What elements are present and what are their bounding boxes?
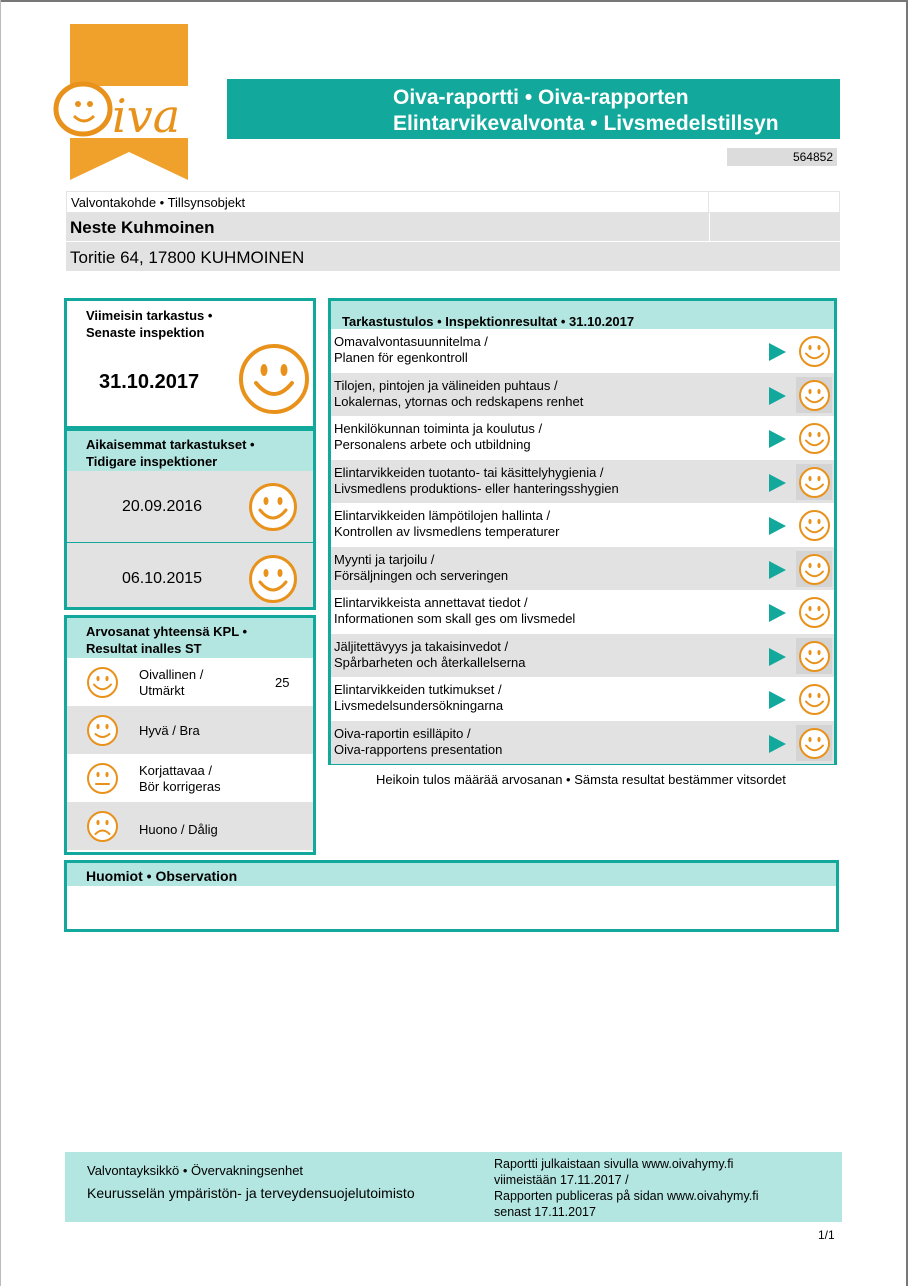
result-label: Elintarvikkeiden lämpötilojen hallinta /: [334, 508, 551, 523]
result-row: [331, 721, 834, 765]
publish-line: Raportti julkaistaan sivulla www.oivahymy.fi: [494, 1157, 734, 1171]
result-label: Henkilökunnan toiminta ja koulutus /: [334, 421, 543, 436]
grade-label: Korjattavaa /: [139, 763, 212, 778]
result-label-sv: Spårbarheten och återkallelserna: [334, 654, 526, 670]
play-arrow-icon: [769, 691, 786, 709]
previous-inspections-title: Aikaisemmat tarkastukset •: [86, 437, 255, 452]
grade-label: Hyvä / Bra: [139, 723, 200, 738]
result-row: [331, 503, 834, 547]
result-row: [331, 677, 834, 721]
previous-inspections-subtitle: Tidigare inspektioner: [86, 454, 218, 469]
play-arrow-icon: [769, 648, 786, 666]
footer: [65, 1152, 842, 1222]
grade-label-sv: Utmärkt: [139, 683, 185, 698]
result-label: Elintarvikkeiden tutkimukset /: [334, 682, 502, 697]
svg-text:iva: iva: [112, 89, 181, 143]
result-label-sv: Försäljningen och serveringen: [334, 567, 509, 583]
smiley-excellent-icon: [798, 422, 831, 455]
result-label: Elintarvikkeista annettavat tiedot /: [334, 595, 528, 610]
smiley-excellent-icon: [798, 466, 831, 499]
result-row: [331, 329, 834, 373]
result-row: [331, 373, 834, 417]
grading-note: Heikoin tulos määrää arvosanan • Sämsta resultat bestämmer vitsordet: [376, 772, 786, 787]
result-label-sv: Livsmedelsundersökningarna: [334, 698, 504, 713]
previous-inspection-row: [67, 542, 313, 613]
smiley-excellent-icon: [798, 509, 831, 542]
smiley-excellent-icon: [248, 554, 298, 604]
target-address: Toritie 64, 17800 KUHMOINEN: [70, 248, 305, 267]
smiley-excellent-icon: [798, 727, 831, 760]
observation-title: Huomiot • Observation: [86, 868, 238, 884]
report-id: 564852: [727, 148, 837, 166]
target-name: Neste Kuhmoinen: [70, 218, 215, 237]
play-arrow-icon: [769, 343, 786, 361]
result-label-sv: Informationen som skall ges om livsmedel: [334, 611, 576, 626]
previous-inspections-panel: [64, 428, 316, 610]
result-label-sv: Oiva-rapportens presentation: [334, 741, 503, 757]
result-row: [331, 547, 834, 591]
result-label-sv: Kontrollen av livsmedlens temperaturer: [334, 524, 560, 539]
header-subtitle: Elintarvikevalvonta • Livsmedelstillsyn: [393, 112, 779, 135]
result-row: [331, 416, 834, 460]
grade-label: Oivallinen /: [139, 667, 204, 682]
previous-inspection-date: 20.09.2016: [122, 498, 203, 515]
smiley-excellent-icon: [798, 553, 831, 586]
smiley-excellent-icon: [238, 343, 310, 415]
observation-panel: [64, 860, 839, 932]
grade-count: 25: [275, 675, 290, 690]
grade-row: [67, 802, 313, 850]
result-label: Elintarvikkeiden tuotanto- tai käsittelyhygienia /: [334, 464, 604, 480]
face-sad-icon: [86, 810, 119, 843]
play-arrow-icon: [769, 735, 786, 753]
grade-label-sv: Bör korrigeras: [139, 779, 221, 794]
grade-label: Huono / Dålig: [139, 822, 218, 837]
smiley-excellent-icon: [798, 683, 831, 716]
result-label-sv: Planen för egenkontroll: [334, 350, 468, 365]
result-label: Tilojen, pintojen ja välineiden puhtaus /: [334, 377, 558, 393]
play-arrow-icon: [769, 387, 786, 405]
latest-inspection-panel: [64, 298, 316, 429]
target-label: Valvontakohde • Tillsynsobjekt: [71, 195, 246, 210]
smiley-excellent-icon: [798, 335, 831, 368]
inspection-results-panel: [328, 298, 837, 765]
result-label-sv: Livsmedlens produktions- eller hanteringsshygien: [334, 480, 619, 496]
result-row: [331, 460, 834, 504]
play-arrow-icon: [769, 430, 786, 448]
publish-info: [494, 1156, 758, 1220]
supervisory-unit-label: Valvontayksikkö • Övervakningsenhet: [87, 1163, 304, 1178]
result-label-sv: Lokalernas, ytornas och redskapens renhet: [334, 393, 584, 409]
latest-inspection-title: Viimeisin tarkastus •: [86, 308, 213, 323]
latest-inspection-subtitle: Senaste inspektion: [86, 325, 205, 340]
publish-line: viimeistään 17.11.2017 /: [494, 1173, 629, 1187]
play-arrow-icon: [769, 517, 786, 535]
page-border: [906, 0, 908, 1286]
result-label: Omavalvontasuunnitelma /: [334, 334, 488, 349]
publish-line: Rapporten publiceras på sidan www.oivahymy.fi: [494, 1189, 759, 1203]
smiley-excellent-icon: [798, 640, 831, 673]
inspection-target: [66, 191, 840, 272]
play-arrow-icon: [769, 561, 786, 579]
result-label: Myynti ja tarjoilu /: [334, 551, 435, 567]
play-arrow-icon: [769, 604, 786, 622]
previous-inspection-date: 06.10.2015: [122, 570, 203, 587]
result-label-sv: Personalens arbete och utbildning: [334, 437, 531, 452]
play-arrow-icon: [769, 474, 786, 492]
report-header: [227, 79, 840, 139]
oiva-logo: [50, 24, 210, 182]
header-title: Oiva-raportti • Oiva-rapporten: [393, 86, 689, 109]
grades-panel: [64, 615, 316, 855]
result-label: Jäljitettävyys ja takaisinvedot /: [334, 638, 509, 654]
result-row: [331, 634, 834, 678]
grades-title: Arvosanat yhteensä KPL •: [86, 624, 248, 639]
smiley-excellent-icon: [798, 379, 831, 412]
smiley-excellent-icon: [798, 596, 831, 629]
grade-row: [67, 658, 313, 706]
smiley-excellent-icon: [86, 666, 119, 699]
page-border: [0, 0, 906, 2]
smiley-excellent-icon: [248, 482, 298, 532]
grades-subtitle: Resultat inalles ST: [86, 641, 202, 656]
supervisory-unit-name: Keurusselän ympäristön- ja terveydensuojelutoimisto: [87, 1185, 415, 1201]
grade-row: [67, 706, 313, 754]
smiley-good-icon: [86, 714, 119, 747]
page-border: [0, 0, 1, 1286]
previous-inspection-row: [67, 471, 313, 541]
result-label: Oiva-raportin esilläpito /: [334, 725, 471, 741]
latest-inspection-date: 31.10.2017: [99, 371, 200, 393]
grade-row: [67, 754, 313, 802]
result-row: [331, 590, 834, 634]
inspection-results-title: Tarkastustulos • Inspektionresultat • 31.10.2017: [342, 314, 635, 329]
face-neutral-icon: [86, 762, 119, 795]
publish-line: senast 17.11.2017: [494, 1205, 596, 1219]
page-number: 1/1: [818, 1228, 835, 1242]
